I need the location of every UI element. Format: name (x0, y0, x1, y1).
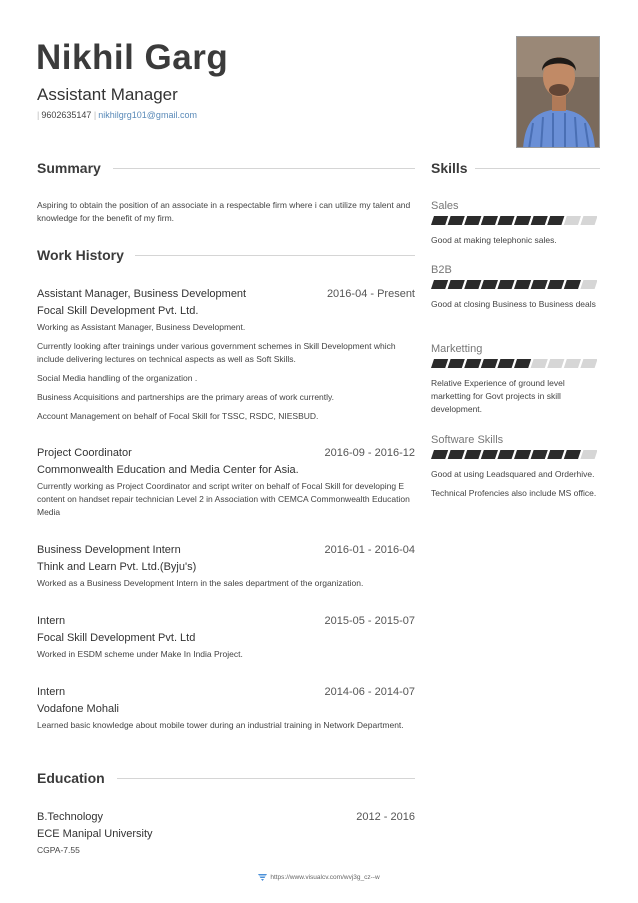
skill-segment-filled (497, 450, 514, 459)
skill-segment-filled (531, 216, 548, 225)
visualcv-logo-icon (258, 874, 267, 881)
skill-segment-filled (464, 359, 481, 368)
skill-segment-filled (431, 359, 448, 368)
skill-segment-filled (531, 280, 548, 289)
skill-segment-empty (580, 359, 597, 368)
profile-photo (516, 36, 600, 148)
summary-divider (113, 168, 415, 169)
job-desc-line: Currently looking after trainings under various government schemes in Skill Development which include delivering lectures on technical aspects as well as Soft Skills. (37, 341, 396, 364)
skill-entry (431, 200, 601, 247)
person-portrait-icon (517, 37, 600, 148)
divider: | (37, 110, 40, 120)
job-title: Assistant Manager, Business Development (37, 288, 247, 300)
skill-description (431, 234, 601, 247)
education-heading: Education (37, 770, 105, 786)
education-entry (37, 811, 415, 857)
skill-segment-empty (564, 216, 581, 225)
skill-name: Software Skills (431, 434, 504, 446)
skill-segment-filled (464, 450, 481, 459)
job-desc-line: Business Acquisitions and partnerships are the primary areas of work currently. (37, 392, 335, 402)
skills-divider (475, 168, 600, 169)
job-desc-line: Account Management on behalf of Focal Skill for TSSC, RSDC, NIESBUD. (37, 411, 319, 421)
institution: ECE Manipal University (37, 828, 153, 840)
education-dates: 2012 - 2016 (356, 811, 415, 823)
skill-segment-empty (547, 359, 564, 368)
job-desc-line: Worked as a Business Development Intern in the sales department of the organization. (37, 578, 364, 588)
job-dates: 2016-04 - Present (326, 288, 415, 300)
skill-segment-filled (481, 450, 498, 459)
skill-entry (431, 343, 601, 416)
skill-segment-filled (564, 450, 581, 459)
skill-segment-empty (580, 450, 597, 459)
work-history-divider (135, 255, 415, 256)
job-dates: 2015-05 - 2015-07 (324, 615, 415, 627)
job-entry (37, 615, 415, 661)
skill-segment-filled (431, 280, 448, 289)
skill-name: Marketting (431, 343, 483, 355)
skill-segment-filled (497, 280, 514, 289)
skill-segment-filled (448, 216, 465, 225)
job-title: Project Coordinator (37, 447, 132, 459)
candidate-title: Assistant Manager (37, 85, 178, 104)
skill-description (431, 468, 601, 500)
skill-segment-filled (431, 450, 448, 459)
job-description (37, 480, 415, 519)
contact-line (37, 110, 197, 120)
skill-segment-filled (564, 280, 581, 289)
skill-segment-empty (580, 216, 597, 225)
skill-desc-line: Relative Experience of ground level marketting for Govt projects in skill development. (431, 378, 565, 414)
skill-segment-filled (547, 450, 564, 459)
skill-segment-filled (514, 450, 531, 459)
skill-segment-filled (497, 359, 514, 368)
skill-level-meter (431, 216, 597, 225)
candidate-name: Nikhil Garg (36, 38, 229, 77)
job-desc-line: Worked in ESDM scheme under Make In India Project. (37, 649, 243, 659)
job-description (37, 719, 415, 732)
skill-name: Sales (431, 200, 459, 212)
job-dates: 2016-09 - 2016-12 (324, 447, 415, 459)
phone-number: 9602635147 (41, 110, 92, 120)
job-dates: 2014-06 - 2014-07 (324, 686, 415, 698)
skill-segment-filled (448, 280, 465, 289)
job-company: Vodafone Mohali (37, 703, 119, 715)
skill-desc-line: Technical Profencies also include MS office. (431, 488, 597, 498)
job-desc-line: Currently working as Project Coordinator and script writer on behalf of Focal Skill for developing E content on handset repair technician Level 2 in Association with CEMCA Commonwealth Education Media (37, 481, 410, 517)
skill-segment-filled (481, 280, 498, 289)
job-dates: 2016-01 - 2016-04 (324, 544, 415, 556)
job-company: Focal Skill Development Pvt. Ltd. (37, 305, 199, 317)
skill-segment-filled (531, 450, 548, 459)
skill-entry (431, 434, 601, 500)
job-desc-line: Social Media handling of the organization . (37, 373, 198, 383)
footer (0, 874, 638, 881)
skill-level-meter (431, 359, 597, 368)
skill-segment-filled (464, 216, 481, 225)
skill-segment-filled (514, 216, 531, 225)
skill-segment-empty (564, 359, 581, 368)
divider: | (93, 110, 97, 120)
skill-description (431, 298, 601, 311)
summary-heading: Summary (37, 160, 101, 176)
skill-segment-empty (531, 359, 548, 368)
skill-segment-filled (547, 280, 564, 289)
skill-segment-filled (431, 216, 448, 225)
skill-segment-filled (448, 450, 465, 459)
work-history-heading: Work History (37, 247, 124, 263)
skill-desc-line: Good at using Leadsquared and Orderhive. (431, 469, 595, 479)
skill-segment-filled (464, 280, 481, 289)
job-entry (37, 686, 415, 732)
skill-segment-filled (514, 359, 531, 368)
job-description (37, 321, 415, 423)
skill-entry (431, 264, 601, 311)
job-title: Intern (37, 615, 66, 627)
degree-title: B.Technology (37, 811, 104, 823)
skill-segment-empty (580, 280, 597, 289)
job-company: Commonwealth Education and Media Center for Asia. (37, 464, 299, 476)
job-desc-line: Working as Assistant Manager, Business Development. (37, 322, 246, 332)
skill-segment-filled (514, 280, 531, 289)
job-entry (37, 544, 415, 590)
education-description (37, 844, 415, 857)
skill-segment-filled (547, 216, 564, 225)
skill-level-meter (431, 280, 597, 289)
education-desc-line: CGPA-7.55 (37, 845, 80, 855)
education-divider (117, 778, 415, 779)
skill-segment-filled (497, 216, 514, 225)
job-entry (37, 447, 415, 519)
footer-url[interactable]: https://www.visualcv.com/wvj3g_cz--w (270, 874, 380, 882)
skill-desc-line: Good at closing Business to Business deals (431, 299, 596, 309)
skill-segment-filled (481, 216, 498, 225)
job-description (37, 577, 415, 590)
job-desc-line: Learned basic knowledge about mobile tower during an industrial training in Network Department. (37, 720, 404, 730)
skill-segment-filled (448, 359, 465, 368)
skill-description (431, 377, 601, 416)
skill-segment-filled (481, 359, 498, 368)
summary-text: Aspiring to obtain the position of an associate in a respectable firm where i can utilize my talent and knowledge for the benefit of my firm. (37, 200, 411, 223)
job-company: Think and Learn Pvt. Ltd.(Byju's) (37, 561, 197, 573)
skills-heading: Skills (431, 160, 468, 176)
job-description (37, 648, 415, 661)
email-link[interactable]: nikhilgrg101@gmail.com (98, 110, 197, 120)
skill-level-meter (431, 450, 597, 459)
job-company: Focal Skill Development Pvt. Ltd (37, 632, 196, 644)
job-title: Business Development Intern (37, 544, 181, 556)
job-title: Intern (37, 686, 66, 698)
skill-desc-line: Good at making telephonic sales. (431, 235, 557, 245)
skill-name: B2B (431, 264, 452, 276)
job-entry (37, 288, 415, 423)
